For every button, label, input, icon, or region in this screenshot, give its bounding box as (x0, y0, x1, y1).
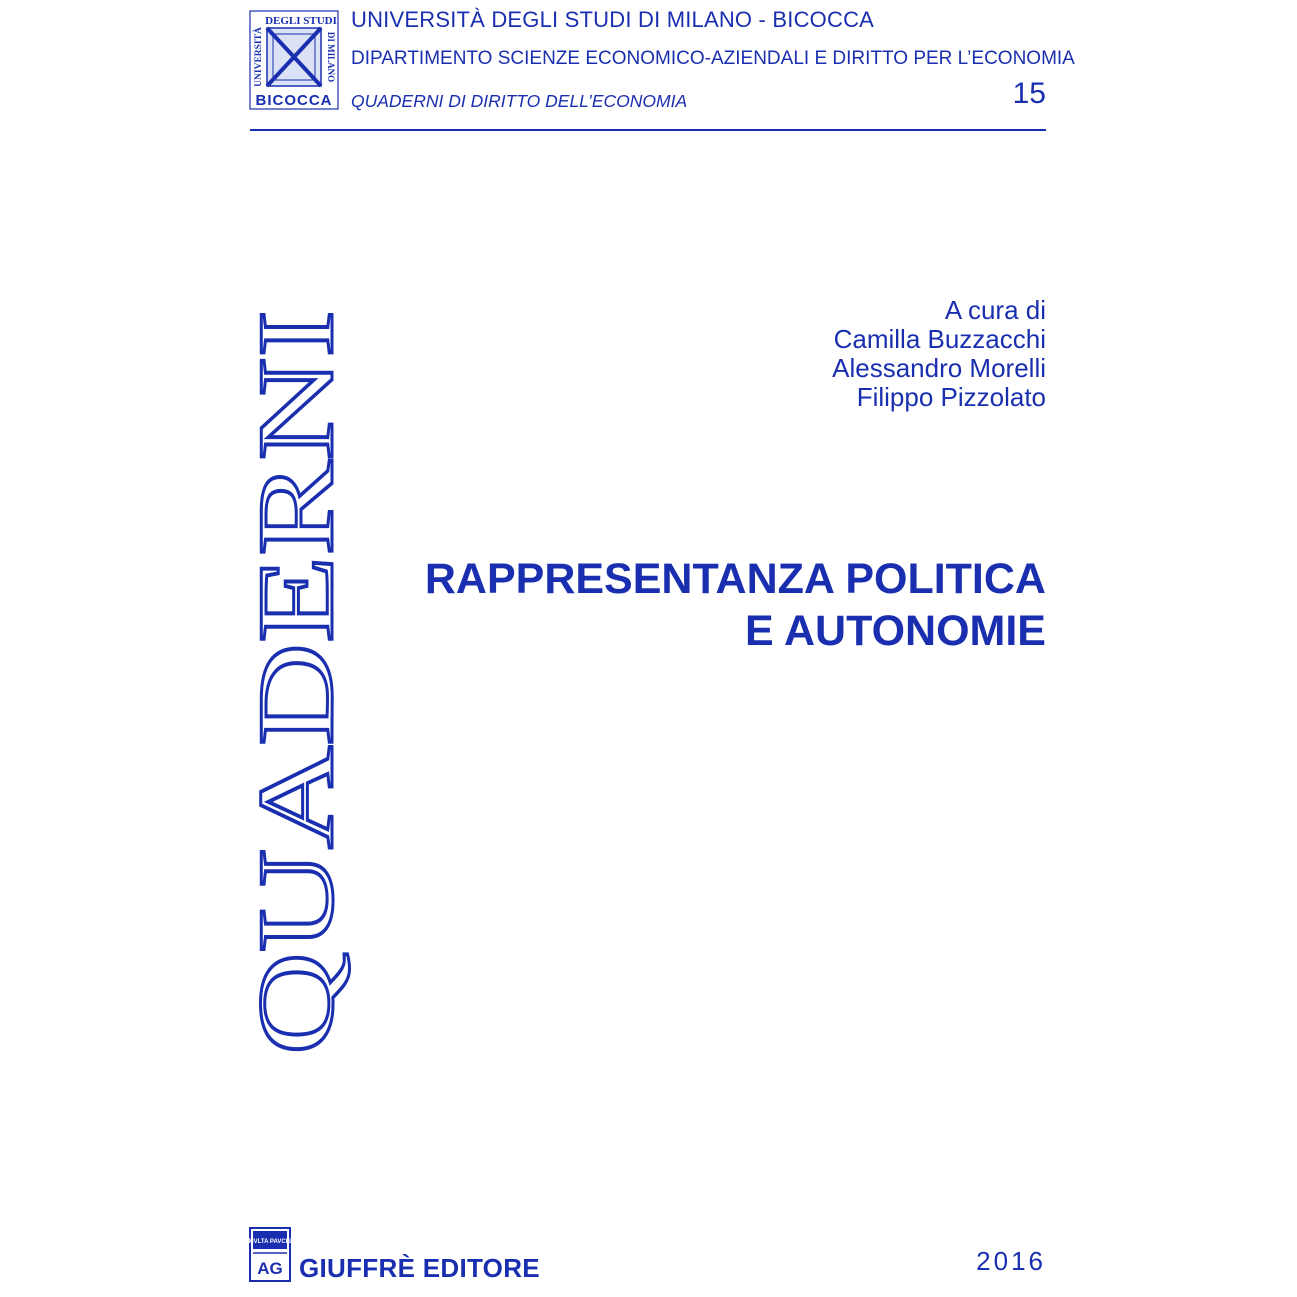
header-divider (250, 129, 1046, 131)
series-word: QUADERNI (237, 491, 356, 1055)
publisher-logo-mark: AG (257, 1259, 283, 1278)
editor-name: Alessandro Morelli (832, 353, 1046, 383)
logo-text-left: UNIVERSITÀ (254, 27, 264, 87)
publisher-logo-top: MVLTA PAVCIS (248, 1239, 292, 1245)
volume-number: 15 (1012, 77, 1046, 110)
title-line-2: E AUTONOMIE (744, 607, 1046, 655)
logo-text-right: DI MILANO (326, 31, 336, 83)
editors-intro: A cura di (944, 295, 1046, 325)
university-logo (249, 10, 339, 110)
editors-block (832, 296, 1046, 412)
series-word-vertical (237, 305, 360, 1055)
university-name: UNIVERSITÀ DEGLI STUDI DI MILANO - BICOCCA (351, 7, 875, 32)
book-title (425, 553, 1046, 657)
logo-text-top: DEGLI STUDI (265, 15, 337, 27)
editor-name: Filippo Pizzolato (856, 382, 1046, 412)
publication-year: 2016 (976, 1246, 1046, 1276)
title-line-1: RAPPRESENTANZA POLITICA (424, 555, 1046, 603)
logo-text-bottom: BICOCCA (255, 92, 333, 109)
editor-name: Camilla Buzzacchi (833, 324, 1046, 354)
department-name: DIPARTIMENTO SCIENZE ECONOMICO-AZIENDALI E DIRITTO PER L’ECONOMIA (351, 48, 1075, 69)
publisher-logo (249, 1227, 291, 1282)
publisher-name: GIUFFRÈ EDITORE (299, 1253, 540, 1283)
series-name: QUADERNI DI DIRITTO DELL’ECONOMIA (351, 91, 688, 111)
